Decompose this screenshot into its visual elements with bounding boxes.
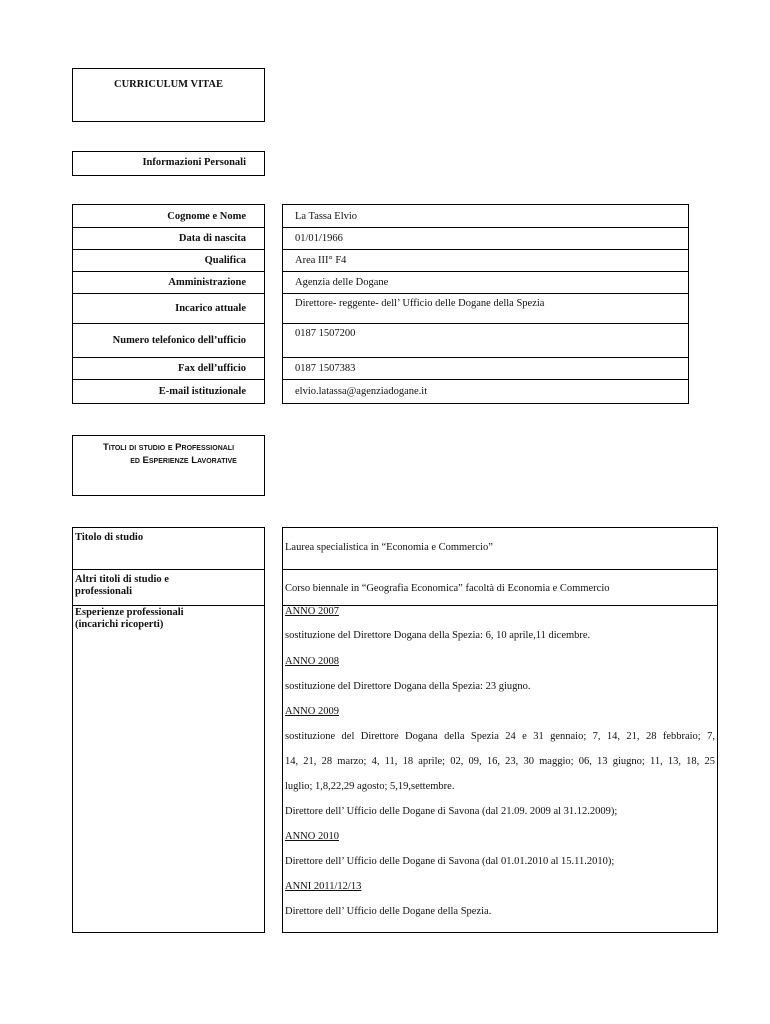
personal-row-value: 0187 1507383 <box>282 357 689 380</box>
esperienze-label <box>72 605 265 933</box>
personal-row-value: 0187 1507200 <box>282 323 689 358</box>
esperienze-label-text: Esperienze professionali (incarichi ricoperti) <box>75 607 184 630</box>
experience-entry: luglio; 1,8,22,29 agosto; 5,19,settembre. <box>285 781 455 792</box>
personal-row-label: Amministrazione <box>72 271 265 294</box>
personal-row-label: Incarico attuale <box>72 293 265 324</box>
personal-info-header-box <box>72 151 265 176</box>
titolo-value <box>282 527 718 570</box>
personal-info-header: Informazioni Personali <box>142 157 246 168</box>
experience-entry: sostituzione del Direttore Dogana della Spezia 24 e 31 gennaio; 7, 14, 21, 28 febbraio; 7, <box>285 731 715 742</box>
experience-entry: Direttore dell’ Ufficio delle Dogane della Spezia. <box>285 906 492 917</box>
personal-row-value: Agenzia delle Dogane <box>282 271 689 294</box>
personal-row-value: 01/01/1966 <box>282 227 689 250</box>
titolo-label: Titolo di studio <box>72 527 265 570</box>
experience-year-heading: ANNO 2007 <box>285 606 339 617</box>
experience-entry: sostituzione del Direttore Dogana della Spezia: 23 giugno. <box>285 681 531 692</box>
experience-year-heading: ANNO 2008 <box>285 656 339 667</box>
education-header-line1: Titoli di studio e Professionali <box>102 442 235 453</box>
personal-row-value: La Tassa Elvio <box>282 204 689 228</box>
altri-titoli-value <box>282 569 718 606</box>
experience-year-heading: ANNI 2011/12/13 <box>285 881 362 892</box>
personal-row-label: Numero telefonico dell’ufficio <box>72 323 265 358</box>
experience-entry: Direttore dell’ Ufficio delle Dogane di Savona (dal 21.09. 2009 al 31.12.2009); <box>285 806 618 817</box>
experience-entry: 14, 21, 28 marzo; 4, 11, 18 aprile; 02, 09, 16, 23, 30 maggio; 06, 13 giugno; 11, 13, 18, 25 <box>285 756 715 767</box>
education-header-box <box>72 435 265 496</box>
personal-row-label: Fax dell’ufficio <box>72 357 265 380</box>
experience-entry: Direttore dell’ Ufficio delle Dogane di Savona (dal 01.01.2010 al 15.11.2010); <box>285 856 615 867</box>
personal-row-value: elvio.latassa@agenziadogane.it <box>282 379 689 404</box>
experience-entry: sostituzione del Direttore Dogana della Spezia: 6, 10 aprile,11 dicembre. <box>285 630 591 641</box>
personal-row-label: Data di nascita <box>72 227 265 250</box>
personal-row-label: Qualifica <box>72 249 265 272</box>
altri-titoli-value-text: Corso biennale in “Geografia Economica” facoltà di Economia e Commercio <box>285 583 610 594</box>
education-header-line2: ed Esperienze Lavorative <box>130 455 237 466</box>
experience-year-heading: ANNO 2009 <box>285 706 339 717</box>
personal-row-value: Area III° F4 <box>282 249 689 272</box>
cv-title: CURRICULUM VITAE <box>114 79 223 90</box>
personal-row-value: Direttore- reggente- dell’ Ufficio delle Dogane della Spezia <box>282 293 689 324</box>
altri-titoli-label: Altri titoli di studio e professionali <box>72 569 222 606</box>
experience-year-heading: ANNO 2010 <box>285 831 339 842</box>
cv-title-box <box>72 68 265 122</box>
personal-row-label: E-mail istituzionale <box>72 379 265 404</box>
personal-row-label: Cognome e Nome <box>72 204 265 228</box>
titolo-value-text: Laurea specialistica in “Economia e Commercio” <box>285 542 493 553</box>
